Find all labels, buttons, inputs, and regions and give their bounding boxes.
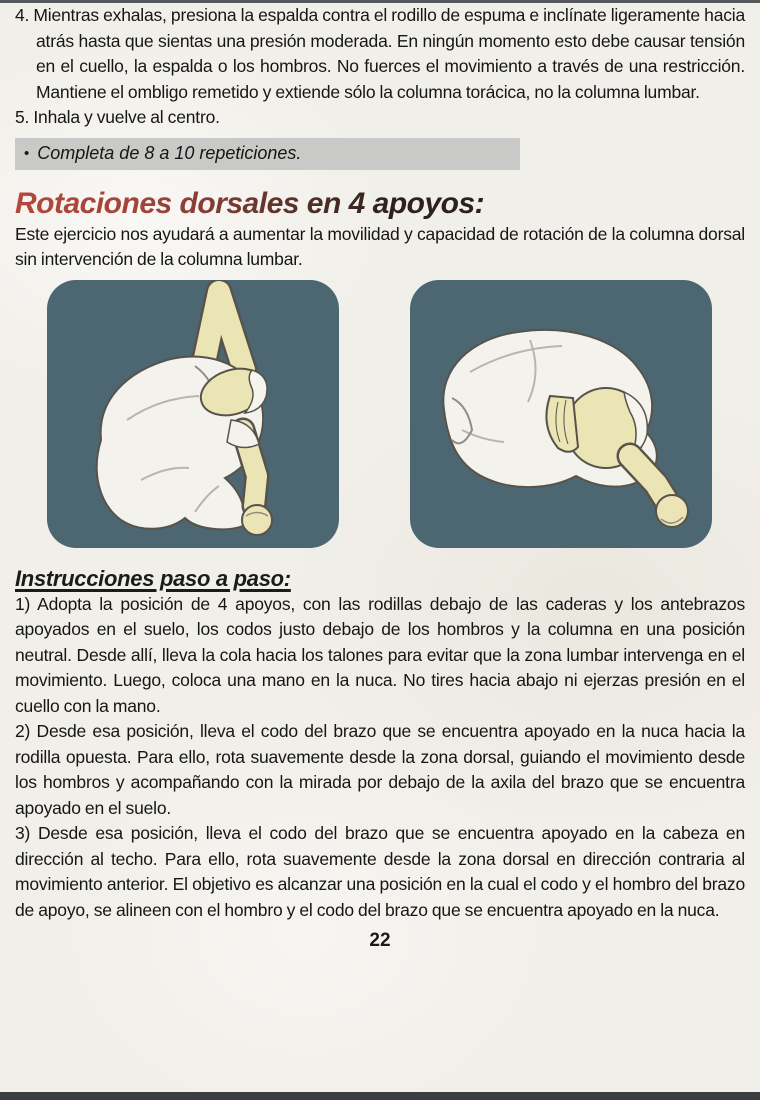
exercise-figure-2-illustration: [410, 280, 712, 548]
instruction-step-2: [15, 719, 745, 821]
step-marker: 3): [15, 823, 31, 843]
exercise-item-5: [15, 105, 745, 131]
page-content: [0, 3, 760, 952]
instruction-step-3: [15, 821, 745, 923]
exercise-figure-1-illustration: [47, 280, 339, 548]
repetitions-note: [15, 138, 520, 170]
item-text: Inhala y vuelve al centro.: [33, 107, 220, 127]
exercise-item-4: [15, 3, 745, 105]
step-text: Desde esa posición, lleva el codo del brazo que se encuentra apoyado en la cabeza en dirección al techo. Para ello, rota suavemente desde la zona dorsal en dirección contraria al movimiento anterior. El objetivo es alcanzar una posición en la cual el codo y el hombro del brazo de apoyo, se alineen con el hombro y el codo del brazo que se encuentra apoyado en la nuca.: [15, 823, 745, 920]
step-text: Adopta la posición de 4 apoyos, con las rodillas debajo de las caderas y los antebrazos apoyados en el suelo, los codos justo debajo de los hombros y la columna en una posición neutral. Desde allí, lleva la cola hacia los talones para evitar que la zona lumbar intervenga en el movimiento. Luego, coloca una mano en la nuca. No tires hacia abajo ni ejerzas presión en el cuello con la mano.: [15, 593, 745, 716]
item-marker: 5.: [15, 107, 30, 127]
bottom-bar: [0, 1092, 760, 1100]
repetitions-note-text: Completa de 8 a 10 repeticiones.: [37, 142, 302, 163]
bullet-icon: •: [24, 144, 30, 162]
illustration-rotation-down: [410, 280, 712, 548]
instructions-heading: Instrucciones paso a paso:: [15, 565, 291, 591]
instruction-step-1: [15, 592, 745, 720]
illustration-rotation-up: [47, 280, 339, 548]
section-intro: Este ejercicio nos ayudará a aumentar la movilidad y capacidad de rotación de la columna dorsal sin intervención de la columna lumbar.: [15, 223, 745, 269]
step-marker: 2): [15, 721, 31, 741]
item-marker: 4.: [15, 5, 30, 25]
step-marker: 1): [15, 593, 31, 614]
item-text: Mientras exhalas, presiona la espalda contra el rodillo de espuma e inclínate ligeramente hacia atrás hasta que sientas una presión moderada. En ningún momento esto debe causar tensión en el cuello, la espalda o los hombros. No fuerces el movimiento a través de una restricción. Mantiene el ombligo remetido y extiende sólo la columna torácica, no la columna lumbar.: [33, 5, 745, 102]
step-text: Desde esa posición, lleva el codo del brazo que se encuentra apoyado en la nuca hacia la rodilla opuesta. Para ello, rota suavemente desde la zona dorsal, guiando el movimiento desde los hombros y acompañando con la mirada por debajo de la axila del brazo que se encuentra apoyado en el suelo.: [15, 721, 745, 818]
page-number: 22: [369, 930, 391, 951]
exercise-illustrations: [47, 280, 745, 548]
section-title: Rotaciones dorsales en 4 apoyos:: [15, 186, 485, 220]
